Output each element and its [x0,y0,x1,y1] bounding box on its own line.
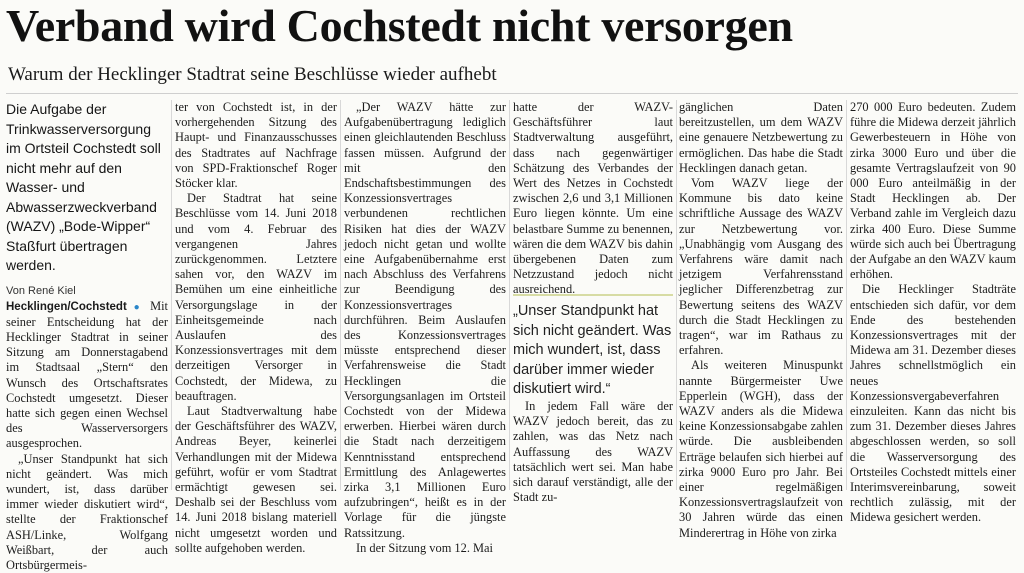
headline: Verband wird Cochstedt nicht versorgen [6,0,793,51]
column-6 [850,100,1016,525]
pull-quote-text: „Unser Standpunkt hat sich nicht geändert. Was mich wundert, ist, dass darüber immer wieder diskutiert wird.“ [513,303,672,397]
article-paragraph: hatte der WAZV-Geschäftsführer laut Stadtverwaltung ausgeführt, dass nach gegenwärtiger Schätzung des Verbandes der Wert des Netzes in Cochstedt zwischen 2,6 und 3,1 Millionen Euro liegen könnte. Um eine belastbare Summe zu benennen, wären die dem WAZV bis dahin übergebenen Daten zum Netzzustand jedoch nicht ausreichend. [513,100,673,297]
column-2 [175,100,337,555]
article-paragraph: Laut Stadtverwaltung habe der Geschäftsführer des WAZV, Andreas Beyer, keinerlei Verhandlungen mit der Midewa geführt, wofür er vom Stadtrat ermächtigt gewesen sei. Deshalb sei der Beschluss vom 14. Juni 2018 bislang materiell nicht umgesetzt worden und sollte aufgehoben werden. [175,404,337,555]
article-paragraph: 270 000 Euro bedeuten. Zudem führe die Midewa derzeit jährlich Gewerbesteuern in Höhe von zirka 3000 Euro und über die gesamte Vertragslaufzeit von 90 000 Euro anteilmäßig in der Stadt Hecklingen ab. Der Verband zahle im Vergleich dazu zirka 400 Euro. Diese Summe würde sich auch bei Übertragung der Aufgabe an den WAZV kaum erhöhen. [850,100,1016,282]
article-paragraph: Vom WAZV liege der Kommune bis dato keine schriftliche Aussage des WAZV zur Netzbewertung vor. „Unabhängig vom Ausgang des Verfahrens wäre damit nach jetzigem Verfahrensstand jeglicher Differenzbetrag zur Bewertung seitens des WAZV durch die Stadt Hecklingen zu tragen“, war im Rathaus zu erfahren. [679,176,843,358]
column-divider [676,100,677,490]
bullet-icon: ● [133,301,144,313]
subheadline: Warum der Hecklinger Stadtrat seine Beschlüsse wieder aufhebt [8,64,497,85]
column-4-continued [513,399,673,505]
column-divider [171,100,172,490]
column-4 [513,100,673,297]
column-divider [846,100,847,490]
article-paragraph: Der Stadtrat hat seine Beschlüsse vom 14. Juni 2018 und vom 4. Februar des vergangenen Jahres zurückgenommen. Letztere sahen vor, den WAZV im Bemühen um eine einheitliche Versorgungslage in der Einheitsgemeinde nach Auslaufen des Konzessionsvertrages mit dem derzeitigen Versorger in Cochstedt, der Midewa, zu beauftragen. [175,191,337,403]
pull-quote [513,294,673,400]
intro-text: Die Aufgabe der Trinkwasserversorgung im Ortsteil Cochstedt soll nicht mehr auf den Wasser- und Abwasserzweckverband (WAZV) „Bode-Wipper“ Staßfurt übertragen werden. [6,101,161,273]
article-paragraph: „Der WAZV hätte zur Aufgabenübertragung lediglich einen gleichlautenden Beschluss fassen müssen. Aufgrund der mit den Endschaftsbestimmungen des Konzessionsvertrages verbundenen rechtlichen Risiken hat dies der WAZV jedoch nicht getan und wollte eine Aufgabenübernahme erst nach Abschluss des Verfahrens zur Beendigung des Konzessionsvertrages durchführen. Beim Auslaufen des Konzessionsvertrages müsste entsprechend dieser Verfahrensweise die Stadt Hecklingen die Versorgungsanlagen im Ortsteil Cochstedt von der Midewa erwerben. Hierbei wären durch die Stadt nach derzeitigem Kenntnisstand entsprechend Ermittlung des Anlagewertes zirka 3,1 Millionen Euro aufzubringen“, heißt es in der Vorlage für die jüngste Ratssitzung. [344,100,506,540]
article-paragraph: Die Hecklinger Stadträte entschieden sich dafür, vor dem Ende des bestehenden Konzessionsvertrages mit der Midewa am 31. Dezember dieses Jahres schnellstmöglich ein neues Konzessionsvergabeverfahren einzuleiten. Kann das nicht bis zum 31. Dezember dieses Jahres abgeschlossen werden, so soll die Wasserversorgung des Ortsteiles Cochstedt mittels einer Interimsvereinbarung, soweit rechtlich zulässig, mit der Midewa gesichert werden. [850,282,1016,525]
article-paragraph: „Unser Standpunkt hat sich nicht geändert. Was mich wundert, ist, dass darüber immer wieder diskutiert wird“, stellte der Fraktionschef ASH/Linke, Wolfgang Weißbart, der auch Ortsbürgermeis- [6,451,168,572]
article-paragraph: Als weiteren Minuspunkt nannte Bürgermeister Uwe Epperlein (WGH), dass der WAZV anders als die Midewa keine Konzessionsabgabe zahlen würde. Die ausbleibenden Erträge belaufen sich hierbei auf zirka 9000 Euro pro Jahr. Bei einer regelmäßigen Konzessionsvertragslaufzeit von 30 Jahren würde das einen Minderertrag in Höhe von zirka [679,358,843,540]
article-paragraph: In jedem Fall wäre der WAZV jedoch bereit, das zu zahlen, was das Netz nach Auffassung des WAZV tatsächlich wert sei. Man habe sich darauf verständigt, alle der Stadt zu- [513,399,673,505]
byline: Von René Kiel [6,284,76,297]
column-1 [6,100,168,572]
divider [6,93,1018,94]
article-paragraph: In der Sitzung vom 12. Mai [356,540,493,555]
column-divider [509,100,510,490]
article-paragraph [6,299,168,452]
column-5 [679,100,843,540]
article-paragraph: gänglichen Daten bereitzustellen, um dem WAZV eine genauere Netzbewertung zu ermöglichen. Das habe die Stadt Hecklingen danach getan. [679,100,843,175]
body-text: Mit seiner Entscheidung hat der Hecklinger Stadtrat in seiner Sitzung am Donnerstagabend im Stadtsaal „Stern“ den Wunsch des Ortschaftsrates Cochstedt umgesetzt. Dieser hatte sich gegen einen Wechsel des Wasserversorgers ausgesprochen. [6,298,168,451]
column-3 [344,100,506,555]
article-paragraph: ter von Cochstedt ist, in der vorhergehenden Sitzung des Haupt- und Finanzausschusses des Stadtrates auf Nachfrage von SPD-Fraktionschef Roger Stöcker klar. [175,100,337,191]
column-divider [340,100,341,490]
dateline: Hecklingen/Cochstedt [6,300,127,313]
